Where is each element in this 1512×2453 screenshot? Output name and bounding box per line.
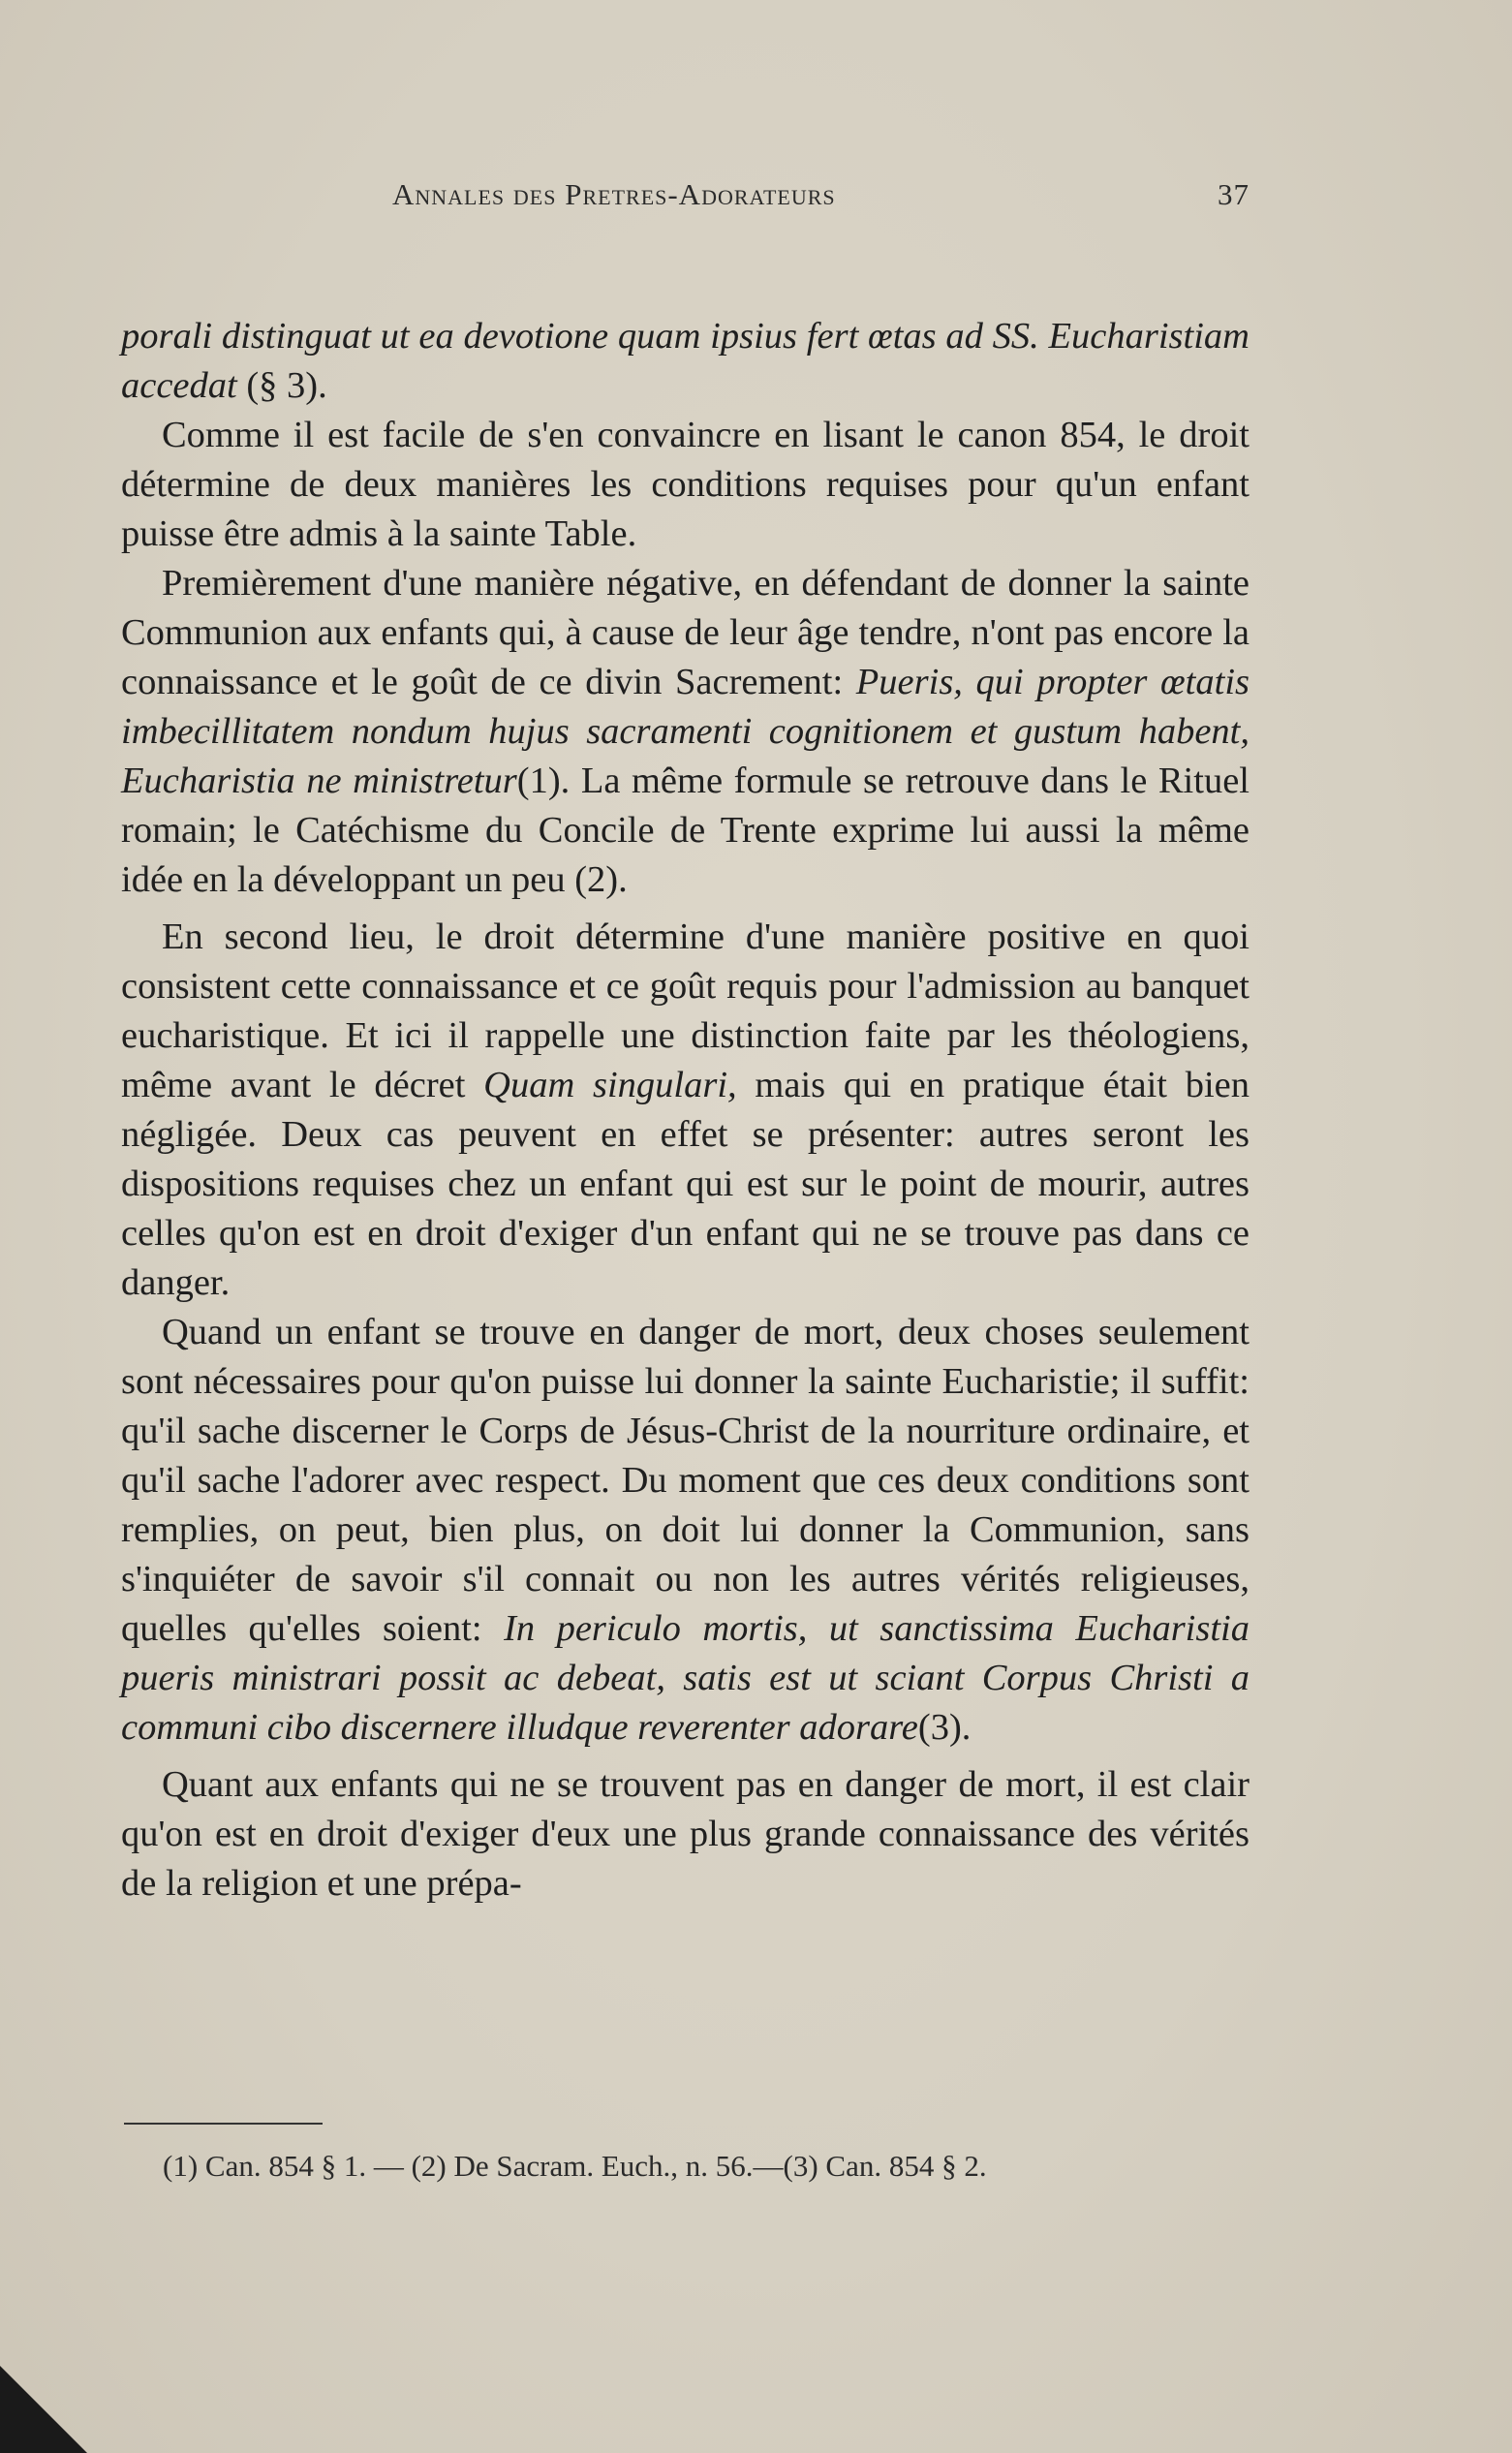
footnote-divider xyxy=(124,2123,323,2125)
paragraph-5 xyxy=(121,1308,1250,1753)
citation: (§ 3). xyxy=(236,365,327,406)
body-text xyxy=(121,312,1250,1909)
paragraph-text: Premièrement d'une manière négative, en défendant de donner la sainte Communion aux enfants qui, à cause de leur âge tendre, n'ont pas encore la connaissance et le goût de ce divin Sacrement: xyxy=(121,563,1250,702)
paragraph-text: Quand un enfant se trouve en danger de mort, deux choses seulement sont nécessaires pour qu'on puisse lui donner la sainte Eucharistie; il suffit: qu'il sache discerner le Corps de Jésus-Christ de la nourriture ordinaire, et qu'il sache l'adorer avec respect. Du moment que ces deux conditions sont remplies, on peut, bien plus, on doit lui donner la Communion, sans s'inquiéter de savoir s'il connait ou non les autres vérités religieuses, quelles qu'elles soient: xyxy=(121,1312,1250,1649)
paragraph-4 xyxy=(121,913,1250,1308)
scan-corner-shadow xyxy=(0,2366,87,2453)
paragraph-1 xyxy=(121,312,1250,411)
latin-quote: porali distinguat ut ea devotione quam ipsius fert œtas ad SS. Eucharistiam accedat xyxy=(121,316,1250,406)
latin-quote: Pueris, qui propter œtatis imbecillitatem nondum hujus sacramenti cognitionem et gustum habent, Eucharistia ne ministretur xyxy=(121,662,1250,801)
paragraph-3 xyxy=(121,559,1250,905)
running-title: Annales des Pretres-Adorateurs xyxy=(392,177,836,211)
decree-title: Quam singulari, xyxy=(483,1065,737,1105)
paragraph-text: mais qui en pratique était bien négligée. Deux cas peuvent en effet se présenter: autres seront les dispositions requises chez un enfant qui est sur le point de mourir, autres celles qu'on est en droit d'exiger d'un enfant qui ne se trouve pas dans ce danger. xyxy=(121,1065,1250,1303)
paragraph-text: En second lieu, le droit détermine d'une manière positive en quoi consistent cette connaissance et ce goût requis pour l'admission au banquet eucharistique. Et ici il rappelle une distinction faite par les théologiens, même avant le décret xyxy=(121,916,1250,1105)
latin-quote: In periculo mortis, ut sanctissima Eucharistia pueris ministrari possit ac debeat, satis est ut sciant Corpus Christi a communi cibo discernere illudque reverenter adorare xyxy=(121,1608,1250,1748)
paragraph-2: Comme il est facile de s'en convaincre en lisant le canon 854, le droit détermine de deux manières les conditions requises pour qu'un enfant puisse être admis à la sainte Table. xyxy=(121,415,1250,554)
paragraph-text: (3). xyxy=(917,1707,972,1748)
paragraph-text: (1). La même formule se retrouve dans le Rituel romain; le Catéchisme du Concile de Trente exprime lui aussi la même idée en la développant un peu (2). xyxy=(121,761,1250,900)
footnotes: (1) Can. 854 § 1. — (2) De Sacram. Euch., n. 56.—(3) Can. 854 § 2. xyxy=(163,2149,987,2183)
paragraph-6: Quant aux enfants qui ne se trouvent pas en danger de mort, il est clair qu'on est en droit d'exiger d'eux une plus grande connaissance des vérités de la religion et une prépa- xyxy=(121,1764,1250,1904)
page-number: 37 xyxy=(1218,177,1250,211)
